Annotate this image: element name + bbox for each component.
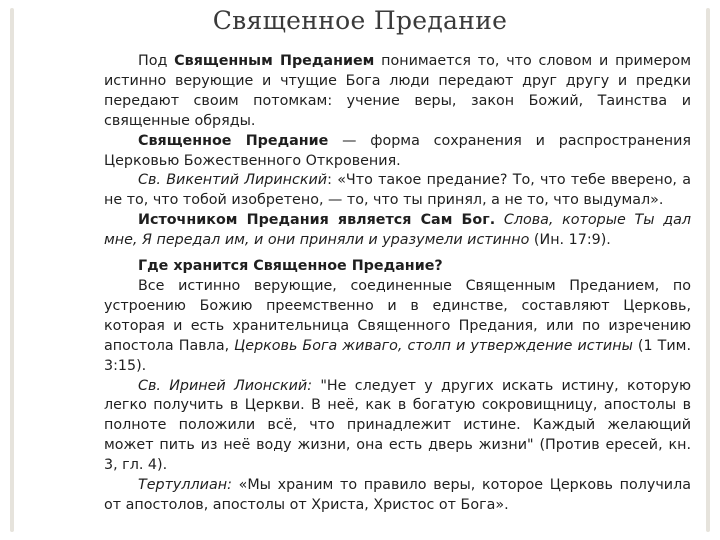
paragraph-quote-tertullian bbox=[104, 476, 691, 516]
scripture-quote: Слова, которые Ты дал мне, Я передал им, и они приняли и уразумели истинно bbox=[104, 212, 691, 249]
scripture-reference: (Ин. 17:9). bbox=[529, 232, 611, 249]
quote-text: «Мы храним то правило веры, которое Церковь получила от апостолов, апостолы от Христа, Христос от Бога». bbox=[104, 477, 691, 513]
term-sacred-tradition: Священное Предание bbox=[138, 132, 329, 149]
term-sacred-tradition: Священным Преданием bbox=[174, 53, 375, 69]
scripture-reference: (1 Тим. 3:15). bbox=[104, 337, 691, 374]
right-border-decoration bbox=[706, 8, 710, 532]
quote-text: : «Что такое предание? То, что тебе вверено, а не то, что тобой изобретено, — то, что ты принял, а не то, что выдумал». bbox=[104, 172, 692, 209]
quote-text: "Не следует у других искать истину, которую легко получить в Церкви. В неё, как в богатую сокровищницу, апостолы в полноте положили всё, что принадлежит истине. Каждый желающий может пить из неё воду жизни, она есть дверь жизни" (Против ересей, кн. 3, гл. 4). bbox=[104, 377, 691, 474]
paragraph-text: Все истинно верующие, соединенные Священным Преданием, по устроению Божию преемственно и в единстве, составляют Церковь, которая и есть хранительница Священного Предания, или по изречению апостола Павла, bbox=[104, 277, 691, 354]
paragraph-quote-vincent bbox=[104, 171, 691, 211]
section-question bbox=[104, 257, 691, 277]
source-statement: Источником Предания является Сам Бог. bbox=[138, 212, 496, 229]
paragraph-source bbox=[104, 211, 691, 251]
quote-author: Св. Ириней Лионский: bbox=[138, 377, 313, 394]
slide-title: Священное Предание bbox=[212, 6, 508, 35]
paragraph-lead: Под bbox=[138, 53, 175, 69]
slide-body bbox=[104, 52, 691, 516]
scripture-quote: Церковь Бога живаго, столп и утверждение истины bbox=[234, 337, 633, 354]
question-heading: Где хранится Священное Предание? bbox=[138, 258, 443, 275]
paragraph-text: понимается то, что словом и примером истинно верующие и чтущие Бога люди передают друг другу и предки передают своим потомкам: учение веры, закон Божий, Таинства и священные обряды. bbox=[104, 53, 691, 129]
quote-author: Св. Викентий Лиринский bbox=[138, 172, 328, 189]
paragraph-quote-irenaeus bbox=[104, 377, 691, 477]
paragraph-church bbox=[104, 277, 691, 377]
quote-author: Тертуллиан: bbox=[138, 477, 232, 494]
paragraph-text: — форма сохранения и распространения Церковью Божественного Откровения. bbox=[104, 132, 692, 169]
left-border-decoration bbox=[10, 8, 14, 532]
paragraph-definition bbox=[104, 52, 691, 132]
paragraph-form bbox=[104, 132, 691, 172]
